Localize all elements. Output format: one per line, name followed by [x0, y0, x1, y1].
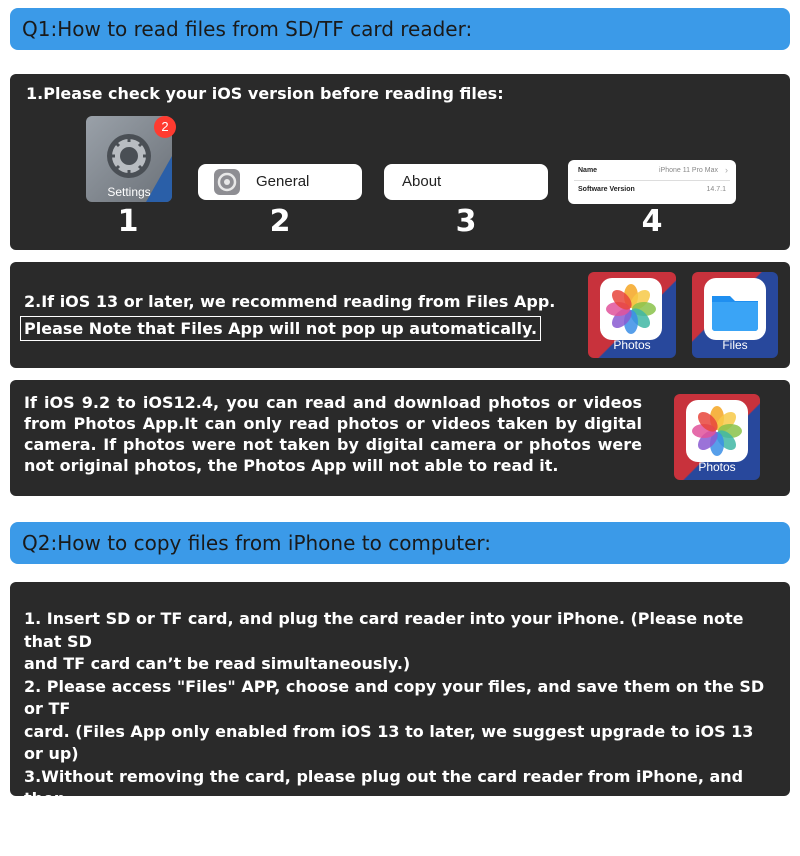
- photos-icon: [600, 278, 662, 340]
- gear-icon: [214, 169, 240, 195]
- q2-title: Q2:How to copy files from iPhone to computer:: [22, 531, 492, 555]
- q2-steps-list: [24, 608, 774, 856]
- list-item: 1. Insert SD or TF card, and plug the card reader into your iPhone. (Please note that SD and TF card can’t be read simultaneously.): [24, 609, 744, 673]
- q1-title-bar: [10, 8, 790, 50]
- general-card: [198, 164, 362, 200]
- photos-app-icon: [588, 272, 676, 358]
- photos-app-icon: [674, 394, 760, 480]
- photos-icon: [686, 400, 748, 462]
- photos-label: Photos: [613, 338, 651, 352]
- step-number-3: 3: [455, 204, 477, 239]
- files-label: Files: [722, 338, 748, 352]
- about-card: [384, 164, 548, 200]
- photos-app-paragraph: If iOS 9.2 to iOS12.4, you can read and download photos or videos from Photos App.It can only read photos or videos taken by digital camera. If photos were not taken by digital camera or photos were not original photos, the Photos App will not able to read it.: [24, 393, 642, 475]
- step3-panel: [10, 380, 790, 496]
- general-label: General: [256, 173, 310, 190]
- step-number-1: 1: [117, 204, 139, 239]
- files-app-icon: [692, 272, 778, 358]
- step-number-2: 2: [269, 204, 291, 239]
- chevron-right-icon: ›: [725, 165, 728, 175]
- name-label: Name: [578, 167, 598, 174]
- step-number-4: 4: [641, 204, 663, 239]
- q1-title: Q1:How to read files from SD/TF card reader:: [22, 17, 473, 41]
- step2-panel: [10, 262, 790, 368]
- q2-title-bar: [10, 522, 790, 564]
- files-folder-icon: [704, 278, 766, 340]
- divider: [574, 180, 730, 181]
- version-label: Software Version: [578, 186, 635, 193]
- step1-heading: 1.Please check your iOS version before reading files:: [26, 84, 504, 103]
- list-item: 2. Please access "Files" APP, choose and copy your files, and save them on the SD or TF card. (Files App only enabled from iOS 13 to later, we suggest upgrade to iOS 13 or up): [24, 676, 765, 763]
- name-value: iPhone 11 Pro Max: [658, 167, 718, 174]
- list-item: 3.Without removing the card, please plug out the card reader from iPhone, and then plug it on your computer.: [24, 766, 744, 831]
- step2-line1: 2.If iOS 13 or later, we recommend reading from Files App.: [24, 292, 556, 311]
- files-note: Please Note that Files App will not pop up automatically.: [20, 316, 541, 341]
- step1-panel: [10, 74, 790, 250]
- photos-label: Photos: [698, 460, 736, 474]
- settings-label: Settings: [107, 185, 151, 199]
- software-info-card: [568, 160, 736, 204]
- list-item: 4. You can read the files from SD/TF card on your computer.: [24, 834, 564, 853]
- version-value: 14.7.1: [706, 186, 726, 193]
- about-label: About: [402, 173, 442, 190]
- notification-badge: 2: [154, 116, 176, 138]
